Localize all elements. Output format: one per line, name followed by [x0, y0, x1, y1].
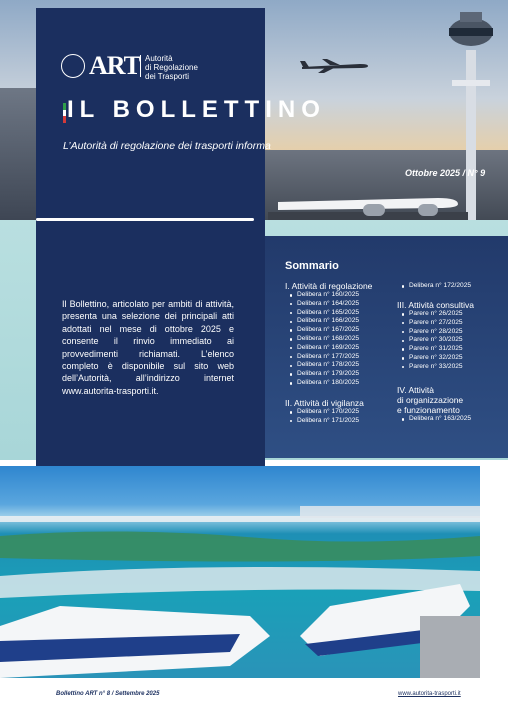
summary-link[interactable]: Delibera n° 167/2025 [285, 326, 372, 335]
terminal-building-left [0, 88, 36, 220]
logo-divider [140, 55, 141, 77]
summary-link[interactable]: Parere n° 26/2025 [397, 310, 474, 319]
parked-jet-icon [268, 180, 468, 220]
summary-link[interactable]: Delibera n° 163/2025 [397, 415, 471, 424]
summary-link[interactable]: Delibera n° 164/2025 [285, 300, 372, 309]
cover-panel [36, 8, 265, 466]
summary-link[interactable]: Parere n° 30/2025 [397, 336, 474, 345]
section-heading: di organizzazione [397, 395, 464, 405]
summary-link[interactable]: Delibera n° 166/2025 [285, 317, 372, 326]
logo-mark: ART [89, 51, 140, 80]
emblem-icon [61, 54, 85, 78]
logo-text [145, 54, 255, 81]
summary-link[interactable]: Delibera n° 170/2025 [285, 408, 364, 417]
section-heading: I. Attività di regolazione [285, 281, 373, 291]
summary-link[interactable]: Delibera n° 180/2025 [285, 379, 372, 388]
intro-text: Il Bollettino, articolato per ambiti di attività, presenta una selezione dei principali atti adottati nel mese di ottobre 2025 e consente il rinvio immediato ai provvedimenti richiamati. L’elenco completo è disponibile sul sito web dell’Autorità, all’indirizzo internet www.autorita-trasporti.it. [62, 299, 234, 396]
footer-website-link[interactable]: www.autorita-trasporti.it [398, 691, 461, 697]
section-heading: II. Attività di vigilanza [285, 398, 364, 408]
summary-link[interactable]: Delibera n° 171/2025 [285, 417, 364, 426]
summary-link[interactable]: Parere n° 32/2025 [397, 354, 474, 363]
summary-link[interactable]: Parere n° 27/2025 [397, 319, 474, 328]
summary-section-regolazione [285, 281, 372, 388]
italian-flag-stripe [63, 103, 66, 123]
summary-section-organizzazione [397, 385, 471, 424]
airplane-icon [300, 58, 370, 74]
page-title: IL BOLLETTINO [67, 96, 326, 123]
summary-title: Sommario [285, 260, 339, 272]
cruise-port-photo [0, 466, 480, 678]
summary-link[interactable]: Delibera n° 165/2025 [285, 309, 372, 318]
summary-link[interactable]: Delibera n° 178/2025 [285, 361, 372, 370]
logo-line: di Regolazione [145, 63, 198, 72]
logo-line: dei Trasporti [145, 72, 190, 81]
summary-link[interactable]: Delibera n° 177/2025 [285, 353, 372, 362]
subtitle: L’Autorità di regolazione dei trasporti informa [63, 140, 271, 152]
summary-link[interactable]: Delibera n° 160/2025 [285, 291, 372, 300]
summary-link[interactable]: Delibera n° 179/2025 [285, 370, 372, 379]
summary-link[interactable]: Parere n° 31/2025 [397, 345, 474, 354]
footer-edition: Bollettino ART n° 8 / Settembre 2025 [56, 691, 160, 697]
section-heading: III. Attività consultiva [397, 300, 475, 310]
summary-section-vigilanza [285, 398, 364, 426]
divider-rule [36, 218, 254, 221]
harbor-scene-icon [0, 466, 480, 678]
summary-link[interactable]: Delibera n° 169/2025 [285, 344, 372, 353]
section-heading: e funzionamento [397, 405, 460, 415]
summary-link[interactable]: Parere n° 33/2025 [397, 363, 474, 372]
section-heading: IV. Attività [397, 385, 435, 395]
summary-link[interactable]: Delibera n° 172/2025 [397, 282, 471, 291]
summary-link[interactable]: Parere n° 28/2025 [397, 328, 474, 337]
issue-label: Ottobre 2025 / N° 9 [405, 168, 486, 178]
logo-line: Autorità [145, 54, 173, 63]
summary-link[interactable]: Delibera n° 168/2025 [285, 335, 372, 344]
summary-section-consultiva [397, 300, 474, 372]
summary-section-vigilanza-cont [397, 282, 471, 291]
